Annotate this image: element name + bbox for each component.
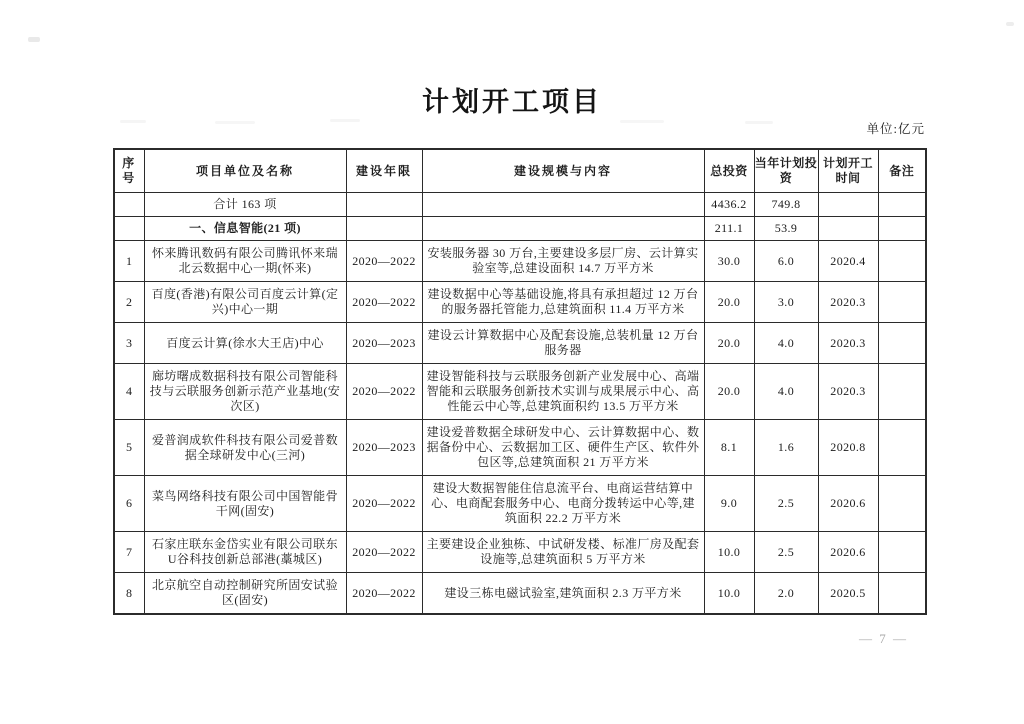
cell-no xyxy=(114,193,144,217)
cell-annual: 4.0 xyxy=(754,323,818,364)
cell-total: 10.0 xyxy=(704,573,754,615)
cell-no xyxy=(114,217,144,241)
cell-no: 7 xyxy=(114,532,144,573)
cell-start: 2020.6 xyxy=(818,532,878,573)
cell-note xyxy=(878,476,926,532)
cell-name: 合计 163 项 xyxy=(144,193,346,217)
cell-years: 2020—2023 xyxy=(346,420,422,476)
page-title: 计划开工项目 xyxy=(422,87,602,117)
table-row xyxy=(114,193,926,217)
cell-years: 2020—2022 xyxy=(346,364,422,420)
cell-start: 2020.5 xyxy=(818,573,878,615)
cell-start: 2020.8 xyxy=(818,420,878,476)
table-row xyxy=(114,476,926,532)
header-row xyxy=(114,149,926,193)
cell-note xyxy=(878,573,926,615)
cell-content: 建设智能科技与云联服务创新产业发展中心、高端智能和云联服务创新技术实训与成果展示中心、高性能云中心等,总建筑面积约 13.5 万平方米 xyxy=(422,364,704,420)
cell-note xyxy=(878,532,926,573)
cell-content xyxy=(422,193,704,217)
table-header xyxy=(114,149,926,193)
table-row xyxy=(114,282,926,323)
cell-no: 1 xyxy=(114,241,144,282)
cell-total: 8.1 xyxy=(704,420,754,476)
cell-total: 20.0 xyxy=(704,323,754,364)
cell-years: 2020—2022 xyxy=(346,241,422,282)
table-row xyxy=(114,217,926,241)
cell-total: 211.1 xyxy=(704,217,754,241)
scan-artifact xyxy=(745,121,773,124)
cell-no: 2 xyxy=(114,282,144,323)
cell-content: 主要建设企业独栋、中试研发楼、标准厂房及配套设施等,总建筑面积 5 万平方米 xyxy=(422,532,704,573)
scan-artifact xyxy=(1006,22,1014,26)
table-row xyxy=(114,573,926,615)
cell-name: 菜鸟网络科技有限公司中国智能骨干网(固安) xyxy=(144,476,346,532)
table-body xyxy=(114,193,926,615)
cell-content: 安装服务器 30 万台,主要建设多层厂房、云计算实验室等,总建设面积 14.7 万平方米 xyxy=(422,241,704,282)
cell-no: 5 xyxy=(114,420,144,476)
cell-start: 2020.3 xyxy=(818,282,878,323)
cell-years: 2020—2022 xyxy=(346,532,422,573)
cell-start xyxy=(818,217,878,241)
unit-note: 单位:亿元 xyxy=(866,122,925,136)
cell-name: 一、信息智能(21 项) xyxy=(144,217,346,241)
cell-note xyxy=(878,364,926,420)
table-row xyxy=(114,420,926,476)
cell-total: 30.0 xyxy=(704,241,754,282)
scan-artifact xyxy=(620,120,664,123)
cell-content: 建设云计算数据中心及配套设施,总装机量 12 万台服务器 xyxy=(422,323,704,364)
cell-annual: 4.0 xyxy=(754,364,818,420)
cell-content: 建设数据中心等基础设施,将具有承担超过 12 万台的服务器托管能力,总建筑面积 11.4 万平方米 xyxy=(422,282,704,323)
cell-no: 3 xyxy=(114,323,144,364)
cell-name: 北京航空自动控制研究所固安试验区(固安) xyxy=(144,573,346,615)
cell-no: 8 xyxy=(114,573,144,615)
cell-annual: 2.5 xyxy=(754,476,818,532)
column-header-note: 备注 xyxy=(878,149,926,193)
cell-years: 2020—2022 xyxy=(346,573,422,615)
cell-content xyxy=(422,217,704,241)
column-header-years: 建设年限 xyxy=(346,149,422,193)
table-row xyxy=(114,532,926,573)
page-number: — 7 — xyxy=(859,631,908,646)
cell-annual: 53.9 xyxy=(754,217,818,241)
cell-start: 2020.4 xyxy=(818,241,878,282)
cell-note xyxy=(878,193,926,217)
cell-total: 4436.2 xyxy=(704,193,754,217)
table-row xyxy=(114,364,926,420)
cell-note xyxy=(878,282,926,323)
column-header-annual: 当年计划投资 xyxy=(754,149,818,193)
scan-artifact xyxy=(215,121,255,124)
scan-artifact xyxy=(330,119,360,122)
cell-no: 4 xyxy=(114,364,144,420)
cell-years xyxy=(346,193,422,217)
column-header-start: 计划开工时间 xyxy=(818,149,878,193)
cell-name: 廊坊曙成数据科技有限公司智能科技与云联服务创新示范产业基地(安次区) xyxy=(144,364,346,420)
cell-years: 2020—2022 xyxy=(346,282,422,323)
cell-annual: 3.0 xyxy=(754,282,818,323)
cell-content: 建设三栋电磁试验室,建筑面积 2.3 万平方米 xyxy=(422,573,704,615)
cell-note xyxy=(878,241,926,282)
column-header-content: 建设规模与内容 xyxy=(422,149,704,193)
cell-total: 20.0 xyxy=(704,282,754,323)
cell-years xyxy=(346,217,422,241)
cell-start xyxy=(818,193,878,217)
cell-annual: 1.6 xyxy=(754,420,818,476)
cell-note xyxy=(878,217,926,241)
cell-annual: 2.5 xyxy=(754,532,818,573)
cell-name: 百度云计算(徐水大王店)中心 xyxy=(144,323,346,364)
table-row xyxy=(114,241,926,282)
cell-start: 2020.3 xyxy=(818,364,878,420)
cell-years: 2020—2023 xyxy=(346,323,422,364)
cell-total: 20.0 xyxy=(704,364,754,420)
projects-table xyxy=(113,148,927,615)
cell-note xyxy=(878,323,926,364)
cell-name: 怀来腾讯数码有限公司腾讯怀来瑞北云数据中心一期(怀来) xyxy=(144,241,346,282)
cell-start: 2020.3 xyxy=(818,323,878,364)
cell-start: 2020.6 xyxy=(818,476,878,532)
cell-annual: 2.0 xyxy=(754,573,818,615)
cell-no: 6 xyxy=(114,476,144,532)
cell-name: 爱普润成软件科技有限公司爱普数据全球研发中心(三河) xyxy=(144,420,346,476)
cell-content: 建设大数据智能住信息流平台、电商运营结算中心、电商配套服务中心、电商分拨转运中心等,建筑面积 22.2 万平方米 xyxy=(422,476,704,532)
cell-note xyxy=(878,420,926,476)
scan-artifact xyxy=(120,120,146,123)
cell-content: 建设爱普数据全球研发中心、云计算数据中心、数据备份中心、云数据加工区、硬件生产区、软件外包区等,总建筑面积 21 万平方米 xyxy=(422,420,704,476)
cell-years: 2020—2022 xyxy=(346,476,422,532)
scan-artifact xyxy=(28,37,40,42)
cell-name: 百度(香港)有限公司百度云计算(定兴)中心一期 xyxy=(144,282,346,323)
cell-total: 9.0 xyxy=(704,476,754,532)
cell-annual: 749.8 xyxy=(754,193,818,217)
cell-total: 10.0 xyxy=(704,532,754,573)
cell-annual: 6.0 xyxy=(754,241,818,282)
cell-name: 石家庄联东金岱实业有限公司联东U谷科技创新总部港(藁城区) xyxy=(144,532,346,573)
column-header-total: 总投资 xyxy=(704,149,754,193)
column-header-no: 序号 xyxy=(114,149,144,193)
column-header-name: 项目单位及名称 xyxy=(144,149,346,193)
table-row xyxy=(114,323,926,364)
